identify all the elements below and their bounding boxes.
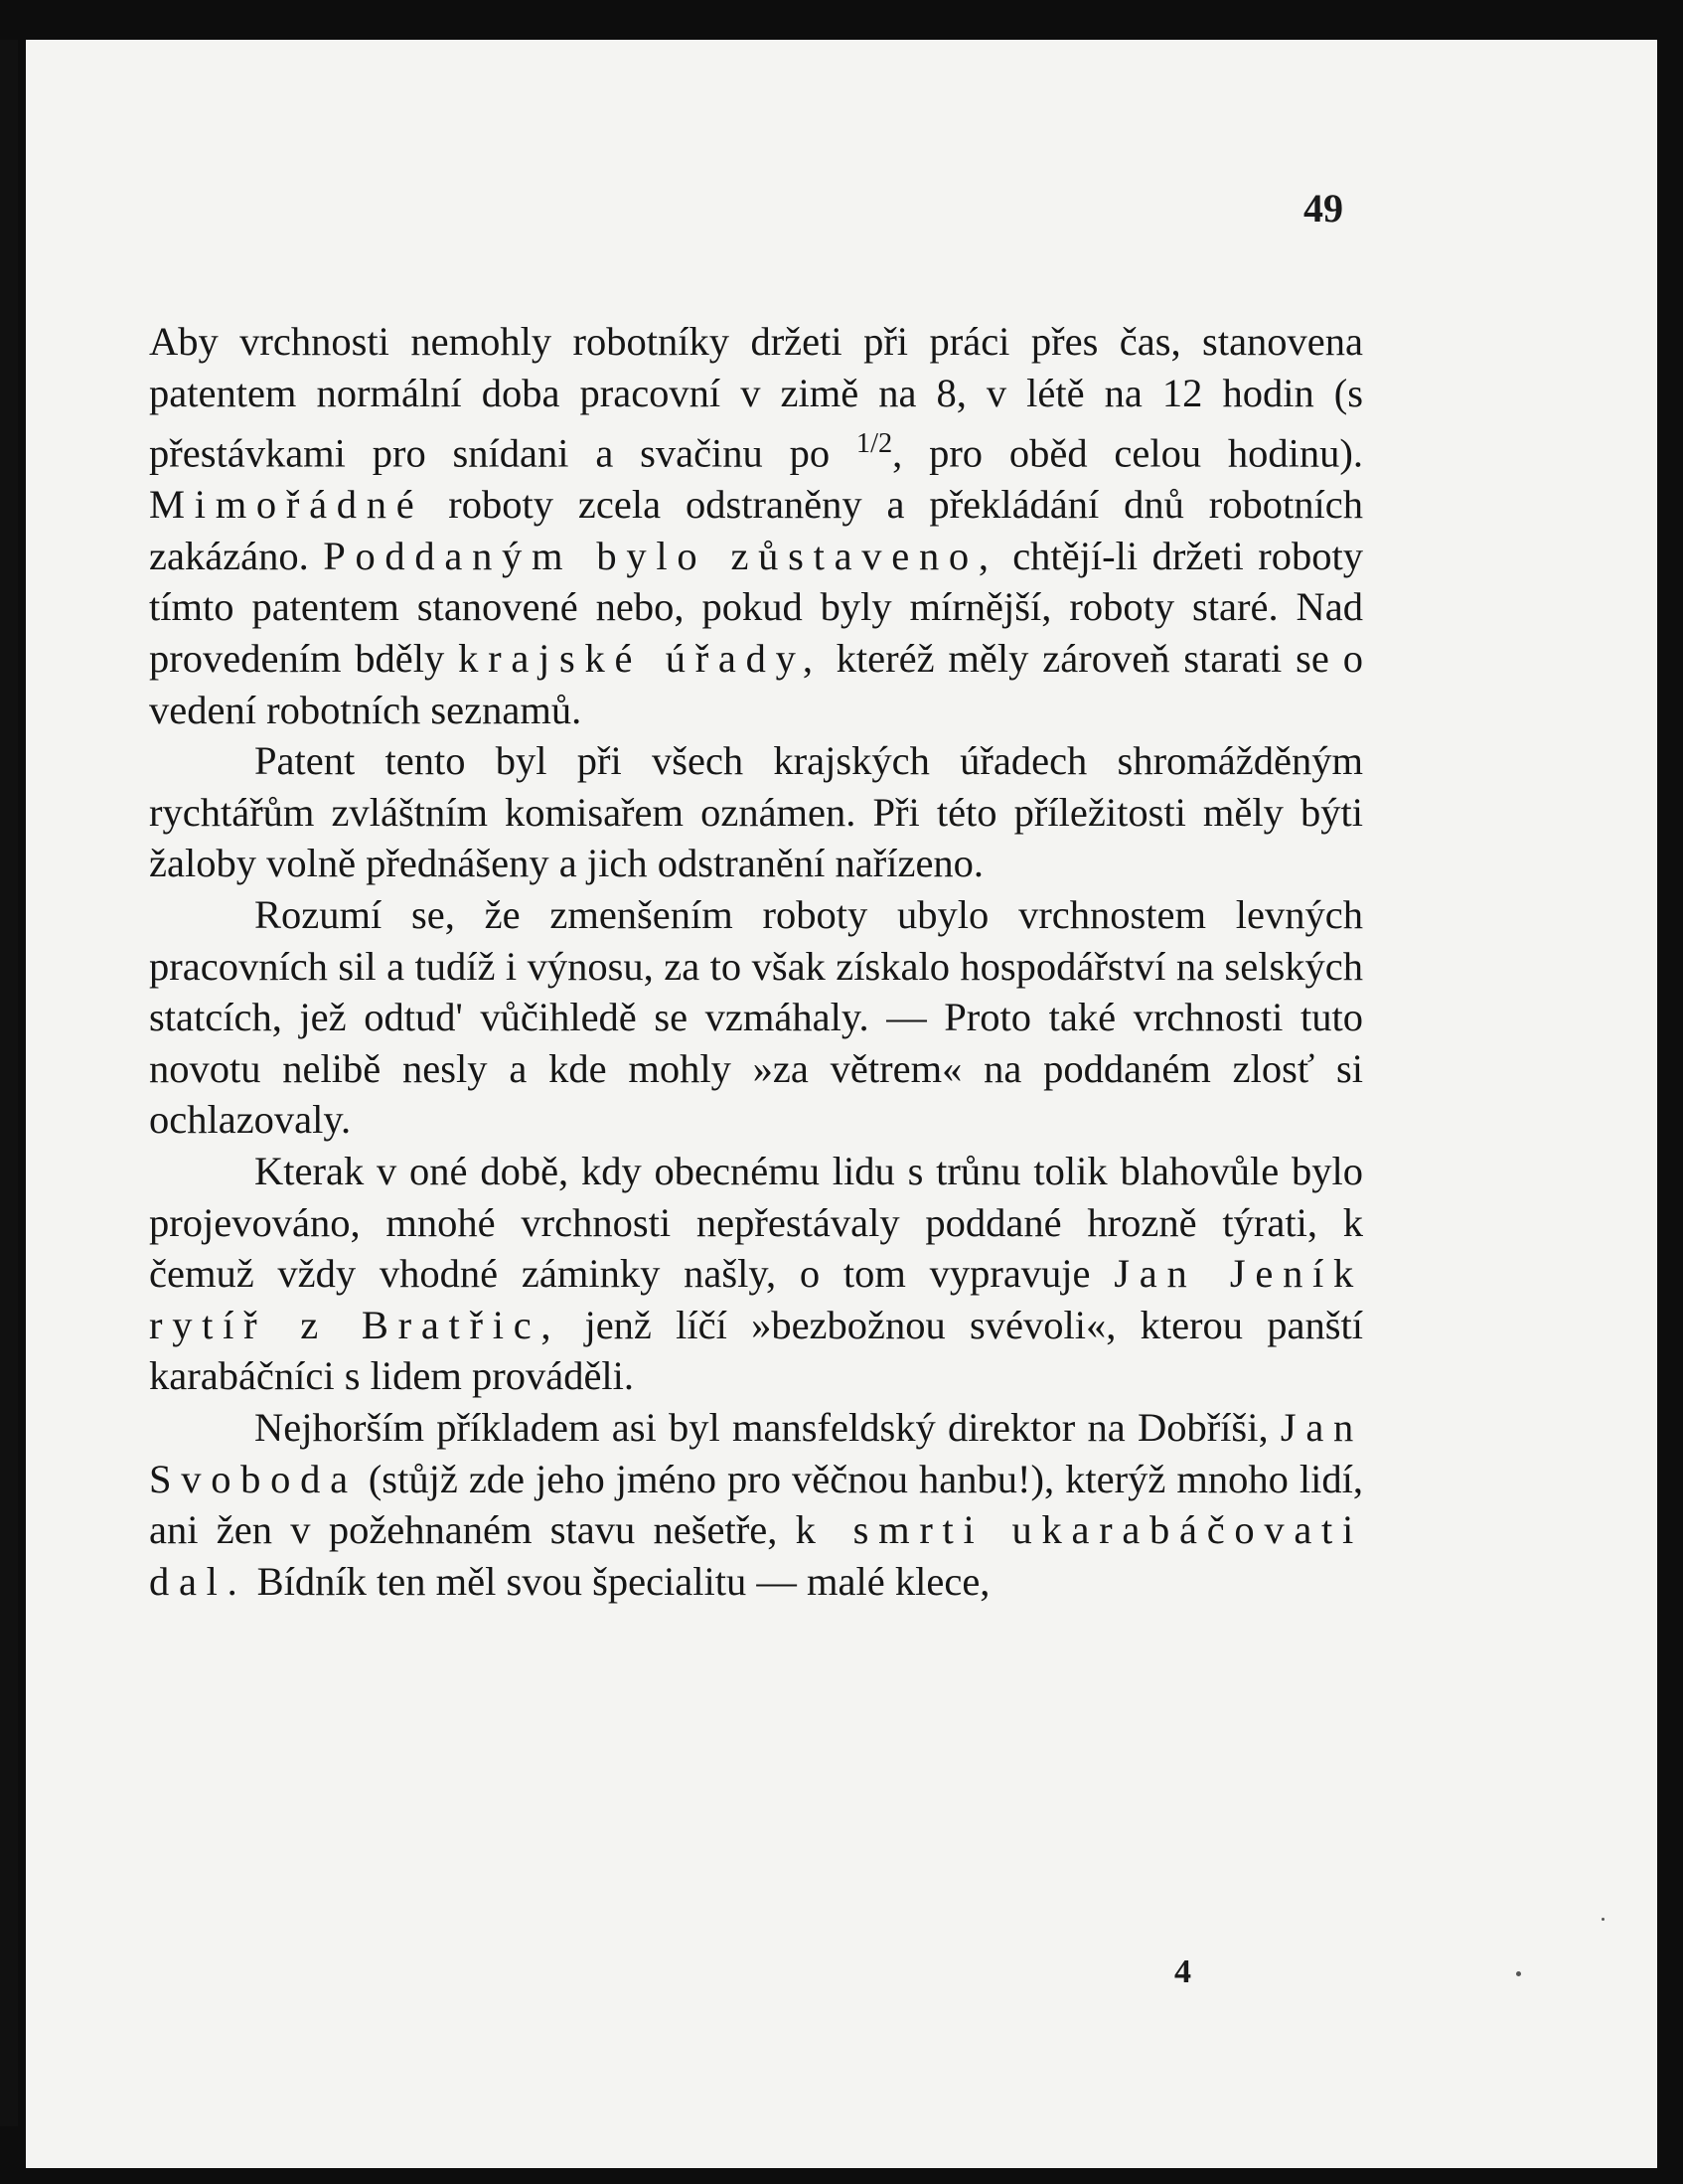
spaced-emphasis: Mimořádné (149, 482, 424, 528)
fraction-text: 1/2 (855, 428, 893, 460)
spaced-emphasis: Jan Jeník rytíř z Bratřic, (149, 1251, 1363, 1347)
paragraph-1 (149, 316, 1363, 735)
scan-left-edge (0, 40, 18, 2126)
text-segment: , pro oběd celou hodinu). (892, 430, 1364, 476)
text-segment: Kterak v oné době, kdy obecnému lidu s trůnu tolik blahovůle bylo projevováno, mnohé vrchnosti nepřestávaly poddané hrozně týrati, k čemuž vždy vhodné záminky našly, o tom vypravuje (149, 1149, 1363, 1297)
text-segment: Aby vrchnosti nemohly robotníky držeti při práci přes čas, stanovena patentem normální doba pracovní v zimě na 8, v létě na 12 hodin (s přestávkami pro snídani a svačinu po (149, 319, 1363, 476)
paragraph-5 (149, 1402, 1363, 1607)
text-segment: Rozumí se, že zmenšením roboty ubylo vrchnostem levných pracovních sil a tudíž i výnosu, za to však získalo hospodářství na selských statcích, jež odtud' vůčihledě se vzmáhaly. — Proto také vrchnosti tuto novotu nelibě nesly a kde mohly »za větrem« na poddaném zlosť si ochlazovaly. (149, 892, 1363, 1143)
signature-mark: 4 (1174, 1953, 1191, 1990)
text-segment: kteréž měly zároveň starati se o vedení robotních seznamů. (149, 636, 1363, 732)
text-segment: (stůjž zde jeho jméno pro věčnou hanbu!), kterýž mnoho lidí, ani žen v požehnaném stavu nešetře, (149, 1456, 1363, 1553)
text-segment: jenž líčí »bezbožnou svévoli«, kterou panští karabáčníci s lidem prováděli. (149, 1302, 1363, 1399)
text-segment: chtějí-li držeti roboty tímto patentem stanovené nebo, pokud byly mírnější, roboty staré. Nad provedením bděly (149, 533, 1363, 682)
body-text (149, 316, 1363, 1607)
spaced-emphasis: k smrti ukarabáčovati dal. (149, 1507, 1363, 1604)
spaced-emphasis: Poddaným bylo zůstaveno, (323, 533, 998, 578)
spaced-emphasis: krajské úřady, (458, 636, 823, 682)
paragraph-4 (149, 1146, 1363, 1402)
paper-speck (1602, 1918, 1605, 1921)
paragraph-2 (149, 735, 1363, 889)
text-segment: roboty zcela odstraněny a překládání dnů robotních zakázáno. (149, 482, 1363, 578)
page-number: 49 (1303, 186, 1343, 231)
spaced-emphasis: Jan Svoboda (149, 1404, 1363, 1501)
text-segment: Bídník ten měl svou špecialitu — malé klece, (246, 1558, 991, 1604)
paper-speck (1516, 1971, 1521, 1976)
text-segment: Patent tento byl při všech krajských úřadech shromážděným rychtářům zvláštním komisařem oznámen. Při této příležitosti měly býti žaloby volně přednášeny a jich odstranění nařízeno. (149, 738, 1363, 886)
paragraph-3 (149, 889, 1363, 1146)
text-segment: Nejhorším příkladem asi byl mansfeldský direktor na Dobříši, (254, 1404, 1281, 1450)
